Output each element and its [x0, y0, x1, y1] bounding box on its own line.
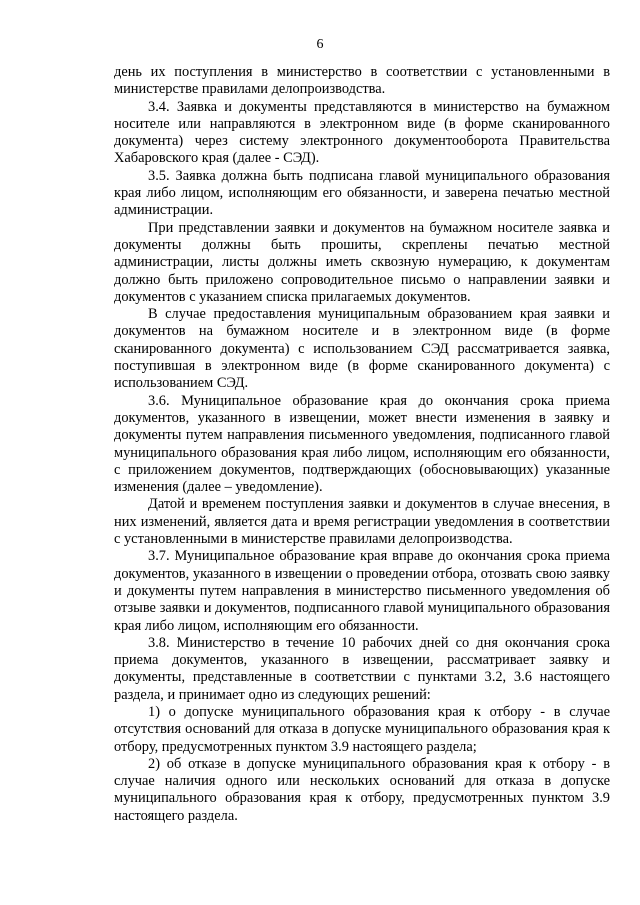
paragraph-continuation: день их поступления в министерство в соответствии с установленными в министерстве правилами делопроизводства. — [114, 64, 610, 98]
paragraph-3-4: 3.4. Заявка и документы представляются в министерство на бумажном носителе или направляются в электронном виде (в форме сканированного документа) через систему электронного документооборота Правительства Хабаровского края (далее - СЭД). — [114, 98, 610, 167]
paragraph-3-8: 3.8. Министерство в течение 10 рабочих дней со дня окончания срока приема документов, указанного в извещении, рассматривает заявку и документы, представленные в соответствии с пунктами 3.2, 3.6 настоящего раздела, и принимает одно из следующих решений: — [114, 634, 610, 703]
list-item-refusal: 2) об отказе в допуске муниципального образования края к отбору - в случае наличия одного или нескольких оснований для отказа в допуске муниципального образования края к отбору, предусмотренных пунктом 3.9 настоящего раздела. — [114, 755, 610, 824]
paragraph-paper-submission: При представлении заявки и документов на бумажном носителе заявка и документы должны быть прошиты, скреплены печатью местной администрации, листы должны иметь сквозную нумерацию, к документам должно быть приложено сопроводительное письмо о направлении заявки и документов с указанием списка прилагаемых документов. — [114, 219, 610, 305]
paragraph-3-5: 3.5. Заявка должна быть подписана главой муниципального образования края либо лицом, исполняющим его обязанности, и заверена печатью местной администрации. — [114, 167, 610, 219]
document-body — [114, 64, 610, 825]
paragraph-3-7: 3.7. Муниципальное образование края вправе до окончания срока приема документов, указанного в извещении о проведении отбора, отозвать свою заявку и документы путем направления в министерство письменного уведомления об отзыве заявки и документов, подписанного главой муниципального образования края либо лицом, исполняющим его обязанности. — [114, 548, 610, 634]
paragraph-change-date: Датой и временем поступления заявки и документов в случае внесения, в них изменений, является дата и время регистрации уведомления в соответствии с установленными в министерстве правилами делопроизводства. — [114, 496, 610, 548]
list-item-admission: 1) о допуске муниципального образования края к отбору - в случае отсутствия оснований для отказа в допуске муниципального образования края к отбору, предусмотренных пунктом 3.9 настоящего раздела; — [114, 703, 610, 755]
paragraph-electronic-submission: В случае предоставления муниципальным образованием края заявки и документов на бумажном носителе и в электронном виде (в форме сканированного документа) с использованием СЭД рассматривается заявка, поступившая в электронном виде (в форме сканированного документа) с использованием СЭД. — [114, 306, 610, 392]
paragraph-3-6: 3.6. Муниципальное образование края до окончания срока приема документов, указанного в извещении, может внести изменения в заявку и документы путем направления письменного уведомления, подписанного главой муниципального образования края либо лицом, исполняющим его обязанности, с приложением документов, подтверждающих (обосновывающих) указанные изменения (далее – уведомление). — [114, 392, 610, 496]
page-number: 6 — [316, 37, 324, 52]
